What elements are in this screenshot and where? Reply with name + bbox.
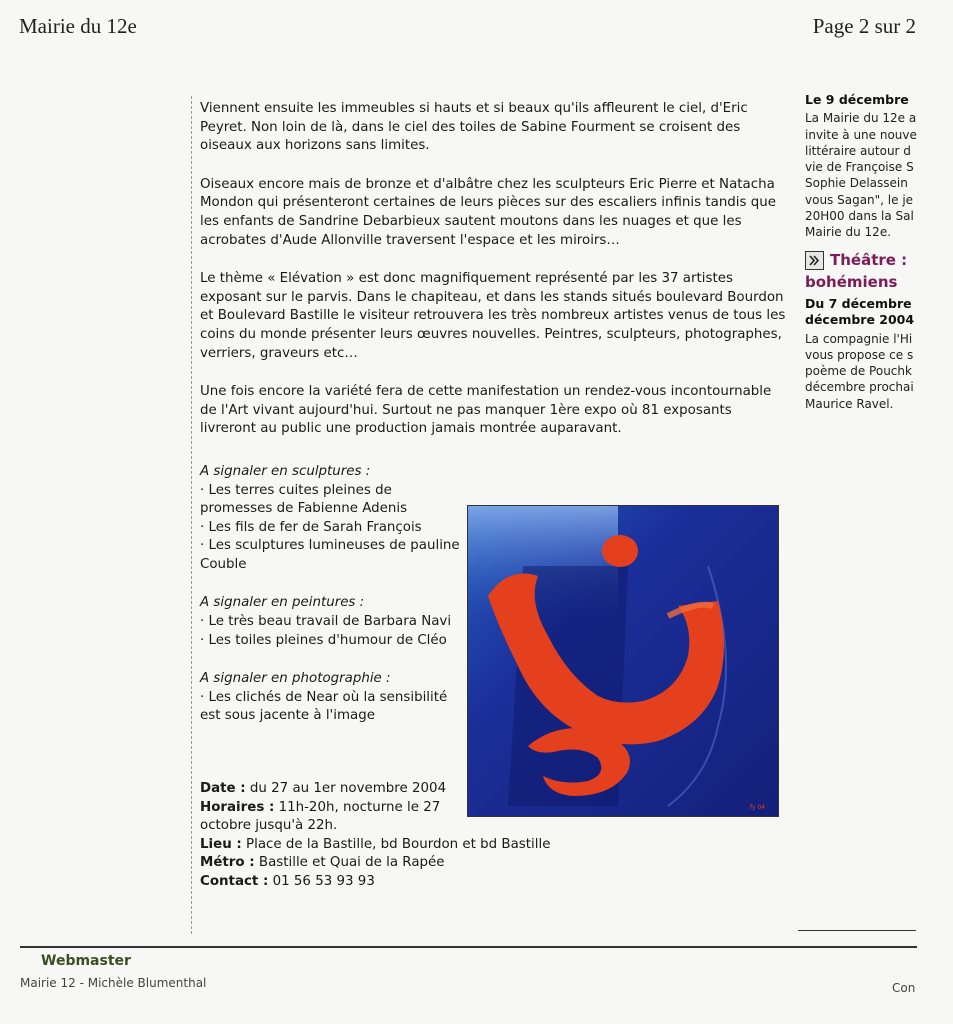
sidebar-news xyxy=(805,92,953,412)
horaires-line-2: octobre jusqu'à 22h. xyxy=(200,818,338,834)
photographie-section xyxy=(200,670,462,726)
svg-text:fy 04: fy 04 xyxy=(750,804,766,811)
list-item: · Les fils de fer de Sarah François xyxy=(200,519,422,535)
metro-line xyxy=(200,854,550,873)
footer-divider xyxy=(20,946,917,948)
paragraph-2: Oiseaux encore mais de bronze et d'albâtre chez les sculpteurs Eric Pierre et Natacha Mondon qui présenteront certaines de leurs pièces sur des escaliers infinis tandis que les enfants de Sandrine Debarbieux sautent moutons dans les nuages et que les acrobates d'Aude Allonville traversent l'espace et les miroirs… xyxy=(200,176,776,248)
footer-contact-link[interactable]: Con xyxy=(892,981,916,995)
list-item: · Le très beau travail de Barbara Navi xyxy=(200,614,452,630)
webmaster-link[interactable]: Webmaster xyxy=(41,953,131,969)
paragraph-3: Le thème « Elévation » est donc magnifiquement représenté par les 37 artistes exposant sur le parvis. Dans le chapiteau, et dans les stands situés boulevard Bourdon et Boulevard Bastille le visiteur retrouvera les très nombreux artistes venus de tous les coins du monde présenter leurs œuvres nouvelles. Peintres, sculpteurs, photographes, verriers, graveurs etc… xyxy=(200,271,786,361)
lieu-label: Lieu : xyxy=(200,836,242,852)
theatre-link[interactable] xyxy=(805,251,953,270)
contact-label: Contact : xyxy=(200,873,269,889)
horaires-label: Horaires : xyxy=(200,799,275,815)
text-line: vous propose ce s xyxy=(805,347,914,362)
sidebar-divider xyxy=(798,930,916,931)
news-text-2 xyxy=(805,331,953,412)
theatre-subtitle: bohémiens xyxy=(805,272,898,291)
paragraph-4: Une fois encore la variété fera de cette manifestation un rendez-vous incontournable de l'Art vivant aujourd'hui. Surtout ne pas manquer 1ère expo où 81 exposants livreront au public une production jamais montrée auparavant. xyxy=(200,384,772,437)
sculptures-section xyxy=(200,463,462,575)
metro-label: Métro : xyxy=(200,855,255,871)
text-line: Mairie du 12e. xyxy=(805,225,892,240)
text-line: vie de Françoise S xyxy=(805,160,914,175)
news-date-1: Le 9 décembre xyxy=(805,92,909,107)
date-value: du 27 au 1er novembre 2004 xyxy=(245,781,447,796)
double-chevron-right-icon[interactable] xyxy=(805,251,824,270)
text-line: décembre prochai xyxy=(805,380,914,395)
text-line: 20H00 dans la Sal xyxy=(805,209,914,224)
list-item: · Les terres cuites pleines de promesses de Fabienne Adenis xyxy=(200,482,408,517)
text-line: invite à une nouve xyxy=(805,127,917,142)
text-line: vous Sagan", le je xyxy=(805,192,914,207)
paragraph-1: Viennent ensuite les immeubles si hauts et si beaux qu'ils affleurent le ciel, d'Eric Peyret. Non loin de là, dans le ciel des toiles de Sabine Fourment se croisent des oiseaux aux horizons sans limites. xyxy=(200,101,748,154)
horaires-value: 11h-20h, nocturne le 27 xyxy=(274,799,441,815)
peintures-section xyxy=(200,594,462,650)
text-line: La compagnie l'Hi xyxy=(805,331,913,346)
artwork-image xyxy=(467,505,779,817)
lieu-line xyxy=(200,836,550,855)
text-line: poème de Pouchk xyxy=(805,364,912,379)
list-item: · Les sculptures lumineuses de pauline Couble xyxy=(200,538,460,572)
date-label: Date : xyxy=(200,781,246,796)
theatre-title[interactable]: Théâtre : xyxy=(830,251,908,270)
text-line: littéraire autour d xyxy=(805,143,911,158)
text-line: Sophie Delassein xyxy=(805,176,908,191)
news-text-1 xyxy=(805,110,953,240)
contact-value: 01 56 53 93 93 xyxy=(268,873,375,889)
peintures-heading: A signaler en peintures : xyxy=(200,595,365,611)
list-item: · Les toiles pleines d'humour de Cléo xyxy=(200,632,447,648)
header-left-title: Mairie du 12e xyxy=(19,14,137,38)
text-line: La Mairie du 12e a xyxy=(805,111,917,126)
column-divider xyxy=(191,96,192,934)
list-item: · Les clichés de Near où la sensibilité est sous jacente à l'image xyxy=(200,689,448,724)
photographie-heading: A signaler en photographie : xyxy=(200,671,391,687)
news-date-2b: décembre 2004 xyxy=(805,312,915,328)
page-indicator: Page 2 sur 2 xyxy=(812,14,916,38)
metro-value: Bastille et Quai de la Rapée xyxy=(254,855,445,871)
footer-author: Mairie 12 - Michèle Blumenthal xyxy=(20,976,207,990)
lieu-value: Place de la Bastille, bd Bourdon et bd Bastille xyxy=(241,836,551,852)
news-date-2: Du 7 décembre xyxy=(805,295,912,311)
text-line: Maurice Ravel. xyxy=(805,396,894,411)
contact-line xyxy=(200,873,550,892)
sculptures-heading: A signaler en sculptures : xyxy=(200,463,371,479)
